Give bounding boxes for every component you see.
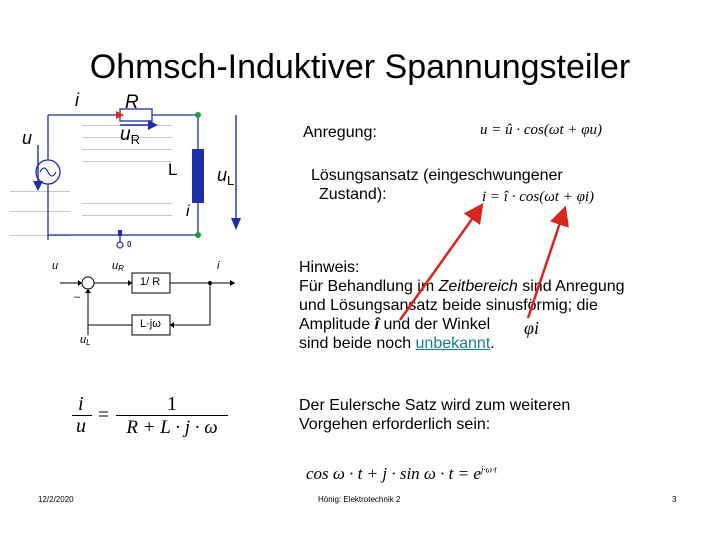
page-title: Ohmsch-Induktiver Spannungsteiler bbox=[89, 48, 631, 86]
ground-label: 0 bbox=[127, 240, 132, 249]
hinweis-line-4: Amplitude î und der Winkel bbox=[299, 316, 491, 333]
block-ur-label: uR bbox=[112, 260, 124, 273]
arrow-angle bbox=[528, 208, 565, 318]
minus-sign: – bbox=[74, 291, 81, 303]
fraction-left-denominator: u bbox=[76, 415, 86, 437]
block-1-over-r-label: 1/ R bbox=[140, 276, 161, 288]
fraction-right-denominator: R + L · j · ω bbox=[126, 417, 218, 438]
hinweis-line-5: sind beide noch unbekannt. bbox=[299, 335, 495, 352]
inductor-label: L bbox=[168, 160, 178, 179]
inductor-voltage-label: $u_L$ bbox=[217, 165, 235, 188]
unbekannt-link[interactable]: unbekannt bbox=[415, 335, 491, 352]
hinweis-line-2: Für Behandlung im Zeitbereich sind Anregung bbox=[299, 278, 625, 295]
hinweis-heading: Hinweis: bbox=[299, 259, 360, 276]
ansatz-formula: i = î · cos(ωt + φi) bbox=[482, 189, 595, 205]
ansatz-label-line1: Lösungsansatz (eingeschwungener bbox=[311, 167, 563, 184]
anregung-label: Anregung: bbox=[303, 124, 377, 141]
block-input-label: u bbox=[52, 260, 59, 272]
ansatz-label-line2: Zustand): bbox=[319, 186, 387, 203]
euler-formula: $\cos \omega \cdot t + j \cdot \sin \omega \cdot t = e^{j\cdot\omega\cdot t}$ bbox=[306, 464, 497, 483]
footer-center: Hönig: Elektrotechnik 2 bbox=[318, 495, 401, 504]
fraction-right-numerator: 1 bbox=[167, 393, 177, 415]
anregung-formula: u = û · cos(ωt + φu) bbox=[480, 122, 603, 138]
euler-line-1: Der Eulersche Satz wird zum weiteren bbox=[299, 397, 571, 414]
fraction-left-numerator: i bbox=[78, 393, 84, 415]
resistor-label: R bbox=[125, 92, 139, 113]
equals-sign: = bbox=[98, 404, 110, 426]
block-output-label: i bbox=[217, 260, 220, 272]
footer-page-number: 3 bbox=[672, 495, 677, 504]
phi-i-symbol: φi bbox=[524, 318, 539, 338]
block-ul-label: uL bbox=[80, 334, 91, 347]
current-label-top: i bbox=[75, 90, 79, 110]
resistor-voltage-label: $u_R$ bbox=[120, 124, 140, 147]
euler-line-2: Vorgehen erforderlich sein: bbox=[299, 416, 491, 433]
hinweis-line-3: und Lösungsansatz beide sinusförmig; die bbox=[299, 297, 598, 314]
footer-date: 12/2/2020 bbox=[38, 495, 74, 504]
current-label-mid: i bbox=[186, 203, 190, 220]
source-voltage-label: u bbox=[22, 128, 33, 148]
block-l-j-omega-label: L·jω bbox=[140, 318, 161, 330]
arrow-amplitude bbox=[400, 205, 482, 320]
